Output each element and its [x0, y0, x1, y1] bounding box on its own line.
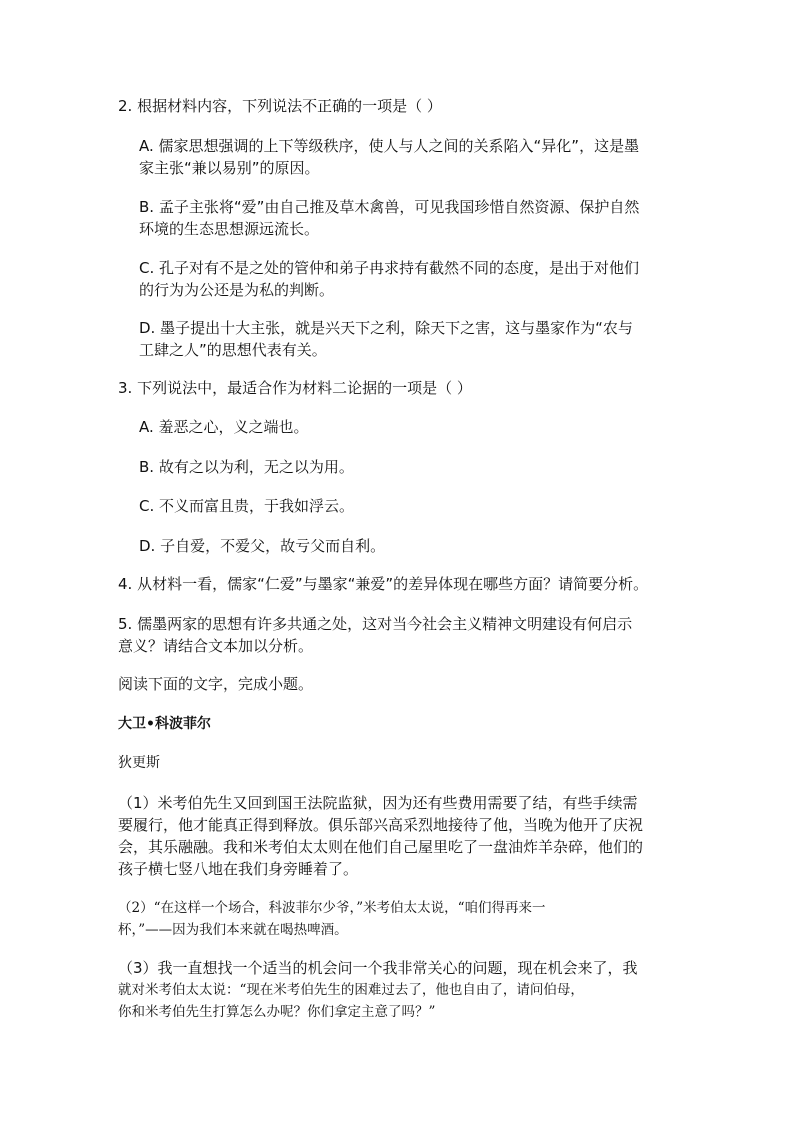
question-2-option-c-line-1: C. 孔子对有不是之处的管仲和弟子冉求持有截然不同的态度，是出于对他们: [139, 259, 640, 277]
passage-p3-line-3: 你和米考伯先生打算怎么办呢？你们拿定主意了吗？”: [118, 1004, 436, 1020]
question-2-option-c-line-2: 的行为为公还是为私的判断。: [139, 281, 335, 299]
question-3-stem: 3. 下列说法中，最适合作为材料二论据的一项是（ ）: [118, 379, 472, 397]
question-2-option-d-line-1: D. 墨子提出十大主张，就是兴天下之利，除天下之害，这与墨家作为“农与: [139, 319, 633, 337]
passage-p3-line-1: （3）我一直想找一个适当的机会问一个我非常关心的问题，现在机会来了，我: [118, 959, 638, 977]
question-2-option-a-line-2: 家主张“兼以易别”的原因。: [139, 159, 320, 177]
question-2-option-a-line-1: A. 儒家思想强调的上下等级秩序，使人与人之间的关系陷入“异化”，这是墨: [139, 137, 640, 155]
question-5-stem-line-1: 5. 儒墨两家的思想有许多共通之处，这对当今社会主义精神文明建设有何启示: [118, 615, 633, 633]
passage-p1-line-2: 要履行，他才能真正得到释放。俱乐部兴高采烈地接待了他，当晚为他开了庆祝: [118, 816, 644, 834]
question-3-option-d: D. 子自爱，不爱父，故亏父而自利。: [139, 537, 386, 555]
passage-p1-line-4: 孩子横七竖八地在我们身旁睡着了。: [118, 860, 359, 878]
question-2-stem: 2. 根据材料内容，下列说法不正确的一项是（ ）: [118, 97, 442, 115]
question-2-option-b-line-2: 环境的生态思想源远流长。: [139, 220, 320, 238]
reading-instruction: 阅读下面的文字，完成小题。: [118, 675, 314, 693]
question-2-option-d-line-2: 工肆之人”的思想代表有关。: [139, 341, 327, 359]
passage-p2-line-1: （2）“在这样一个场合，科波菲尔少爷，”米考伯太太说，“咱们得再来一: [118, 900, 546, 916]
passage-p1-line-3: 会，其乐融融。我和米考伯太太则在他们自己屋里吃了一盘油炸羊杂碎，他们的: [118, 838, 644, 856]
passage-p1-line-1: （1）米考伯先生又回到国王法院监狱，因为还有些费用需要了结，有些手续需: [118, 794, 638, 812]
question-5-stem-line-2: 意义？请结合文本加以分析。: [118, 637, 314, 655]
passage-author: 狄更斯: [118, 755, 160, 771]
question-2-option-b-line-1: B. 孟子主张将“爱”由自己推及草木禽兽，可见我国珍惜自然资源、保护自然: [139, 198, 640, 216]
passage-p3-line-2: 就对米考伯太太说：“现在米考伯先生的困难过去了，他也自由了，请问伯母，: [118, 982, 584, 998]
passage-title: 大卫•科波菲尔: [118, 716, 211, 732]
question-3-option-b: B. 故有之以为利，无之以为用。: [139, 458, 354, 476]
question-3-option-c: C. 不义而富且贵，于我如浮云。: [139, 497, 355, 515]
question-3-option-a: A. 羞恶之心，义之端也。: [139, 418, 309, 436]
question-4-stem: 4. 从材料一看，儒家“仁爱”与墨家“兼爱”的差异体现在哪些方面？请简要分析。: [118, 575, 649, 593]
passage-p2-line-2: 杯，”——因为我们本来就在喝热啤酒。: [118, 922, 348, 938]
